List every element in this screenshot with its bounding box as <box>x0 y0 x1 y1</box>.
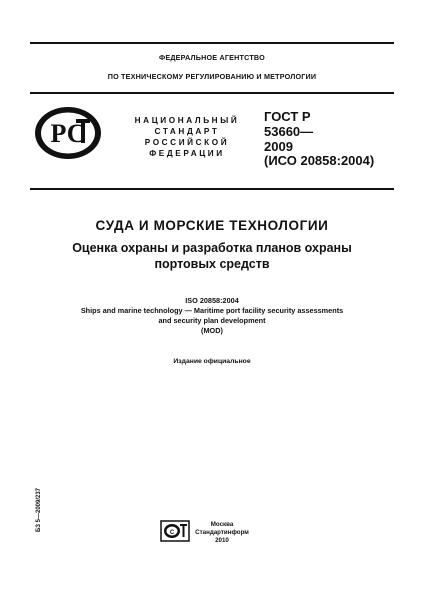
subtitle-line: Оценка охраны и разработка планов охраны <box>72 241 352 255</box>
national-label-line: СТАНДАРТ <box>154 127 220 136</box>
gost-designation-line: 53660— <box>264 124 314 139</box>
document-title: СУДА И МОРСКИЕ ТЕХНОЛОГИИ <box>95 218 329 233</box>
catalog-code-text: БЗ 5—2009/237 <box>36 487 42 533</box>
svg-text:РС: РС <box>50 119 86 148</box>
rst-certification-mark-icon <box>32 104 104 162</box>
publisher-line: 2010 <box>215 537 229 544</box>
agency-name-line-1: ФЕДЕРАЛЬНОЕ АГЕНТСТВО <box>159 53 265 62</box>
english-title-line: and security plan development <box>158 316 266 325</box>
english-title-line: Ships and marine technology — Maritime port facility security assessments <box>80 306 344 315</box>
catalog-code <box>34 447 44 577</box>
block-rule <box>30 188 394 190</box>
gost-designation-line: (ИСО 20858:2004) <box>264 153 375 168</box>
national-label-line: ФЕДЕРАЦИИ <box>149 149 225 158</box>
svg-text:С: С <box>169 530 175 536</box>
header-rule <box>30 92 394 94</box>
national-label-line: РОССИЙСКОЙ <box>144 138 230 147</box>
edition-label: Издание официальное <box>173 358 251 365</box>
gost-designation-line: ГОСТ Р <box>264 109 311 124</box>
document-subtitle <box>60 240 364 272</box>
iso-code: ISO 20858:2004 <box>185 296 239 305</box>
agency-name-line-2: ПО ТЕХНИЧЕСКОМУ РЕГУЛИРОВАНИЮ И МЕТРОЛОГИИ <box>107 72 317 81</box>
gost-designation-line: 2009 <box>264 139 293 154</box>
subtitle-line: портовых средств <box>154 257 270 271</box>
publisher-line: Москва <box>210 521 234 528</box>
publisher-line: Стандартинформ <box>195 529 249 536</box>
national-label-line: НАЦИОНАЛЬНЫЙ <box>134 116 240 125</box>
modification-label: (MOD) <box>201 326 223 335</box>
top-rule <box>30 42 394 44</box>
standartinform-logo-icon <box>160 520 190 542</box>
